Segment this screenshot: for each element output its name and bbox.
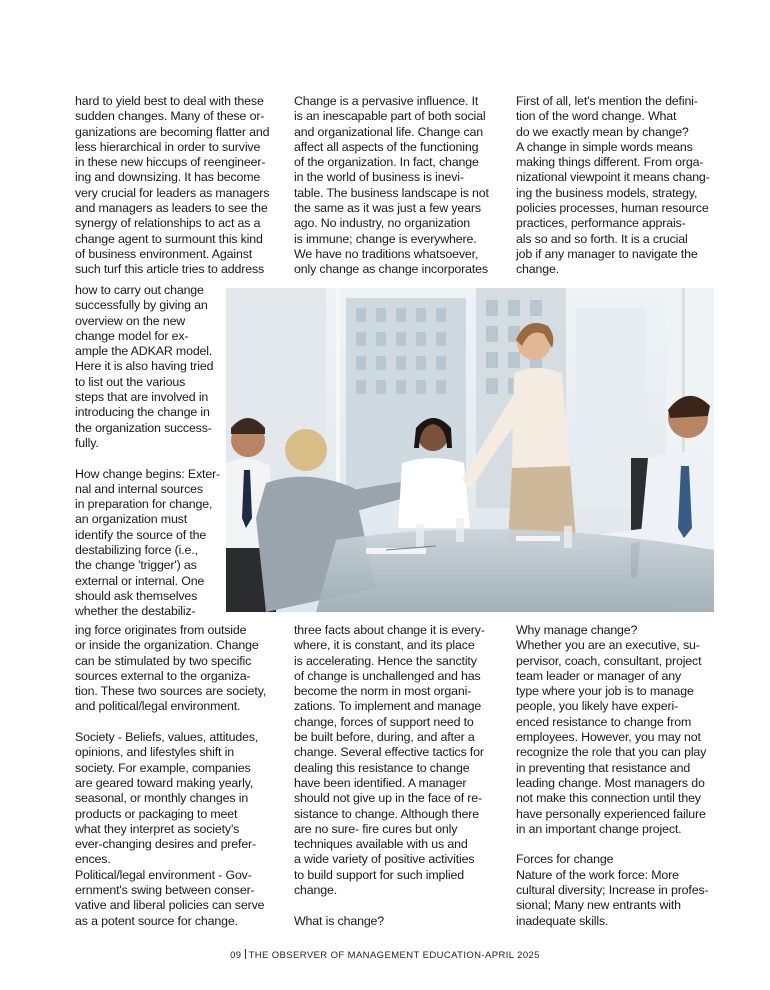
paragraph: ing force originates from outside or inside the organization. Change can be stimulated by two specific sources external to the organiza- tion. These two sources are society, and political/legal environment.	[75, 623, 267, 714]
paragraph: How change begins: Exter- nal and internal sources in preparation for change, an organization must identify the source of the destabilizing force (i.e., the change 'trigger') as external or internal. One should ask themselves whether the destabiliz-	[75, 466, 221, 619]
publication-title: THE OBSERVER OF MANAGEMENT EDUCATION-APRIL 2025	[248, 950, 540, 961]
column-1-top-text	[75, 94, 275, 278]
column-2-top-text	[294, 94, 498, 278]
column-2-bottom-text	[294, 623, 498, 929]
page-footer	[0, 949, 770, 961]
paragraph: First of all, let's mention the defini- tion of the word change. What do we exactly mean by change? A change in simple words means making things different. From orga- nizational viewpoint it means chang- ing the business models, strategy, policies processes, human resource practices, performance apprais- als so and so forth. It is a crucial job if any manager to navigate the change.	[516, 94, 710, 277]
paragraph: Why manage change? Whether you are an executive, su- pervisor, coach, consultant, project team leader or manager of any type where your job is to manage people, you likely have experi- enced resistance to change from employees. However, you may not recognize the role that you can play in preventing that resistance and leading change. Most managers do not make this connection until they have personally experienced failure in an important change project.	[516, 623, 707, 836]
paragraph: Forces for change Nature of the work force: More cultural diversity; Increase in profes- sional; Many new entrants with inadequate skills.	[516, 852, 709, 928]
column-3-bottom-text	[516, 623, 718, 929]
column-1-bottom-text	[75, 623, 275, 929]
heading-what-is-change: What is change?	[294, 913, 385, 928]
paragraph: three facts about change it is every- where, it is constant, and its place is accelerating. Hence the sanctity of change is unchallenged and has become the norm in most organi- zations. To implement and manage change, forces of support need to be built before, during, and after a change. Several effective tactics for dealing this resistance to change have been identified. A manager should not give up in the face of re- sistance to change. Although there are no sure- fire cures but only techniques available with us and a wide variety of positive activities to build support for such implied change.	[294, 623, 485, 898]
paragraph: Society - Beliefs, values, attitudes, opinions, and lifestyles shift in society. For example, companies are geared toward making yearly, seasonal, or monthly changes in products or packaging to meet what they interpret as society's ever-changing desires and prefer- ences. Political/legal environment - Gov- ernment's swing between conser- vative and liberal policies can serve as a potent source for change.	[75, 730, 265, 928]
footer-divider	[245, 949, 246, 959]
paragraph: Change is a pervasive influence. It is an inescapable part of both social and organizational life. Change can affect all aspects of the functioning of the organization. In fact, change in the world of business is inevi- table. The business landscape is not the same as it was just a few years ago. No industry, no organization is immune; change is everywhere. We have no traditions whatsoever, only change as change incorporates	[294, 94, 489, 277]
page-number: 09	[230, 950, 242, 961]
column-3-top-text	[516, 94, 718, 278]
paragraph: hard to yield best to deal with these sudden changes. Many of these or- ganizations are becoming flatter and less hierarchical in order to survive in these new hiccups of reengineer- ing and downsizing. It has become very crucial for leaders as managers and managers as leaders to see the synergy of relationships to act as a change agent to surmount this kind of business environment. Against such turf this article tries to address	[75, 94, 270, 277]
business-meeting-photo	[226, 288, 714, 612]
column-1-beside-image-text	[75, 283, 223, 620]
paragraph: how to carry out change successfully by giving an overview on the new change model for ex- ample the ADKAR model. Here it is also having tried to list out the various steps that are involved in introducing the change in the organization success- fully.	[75, 283, 214, 450]
